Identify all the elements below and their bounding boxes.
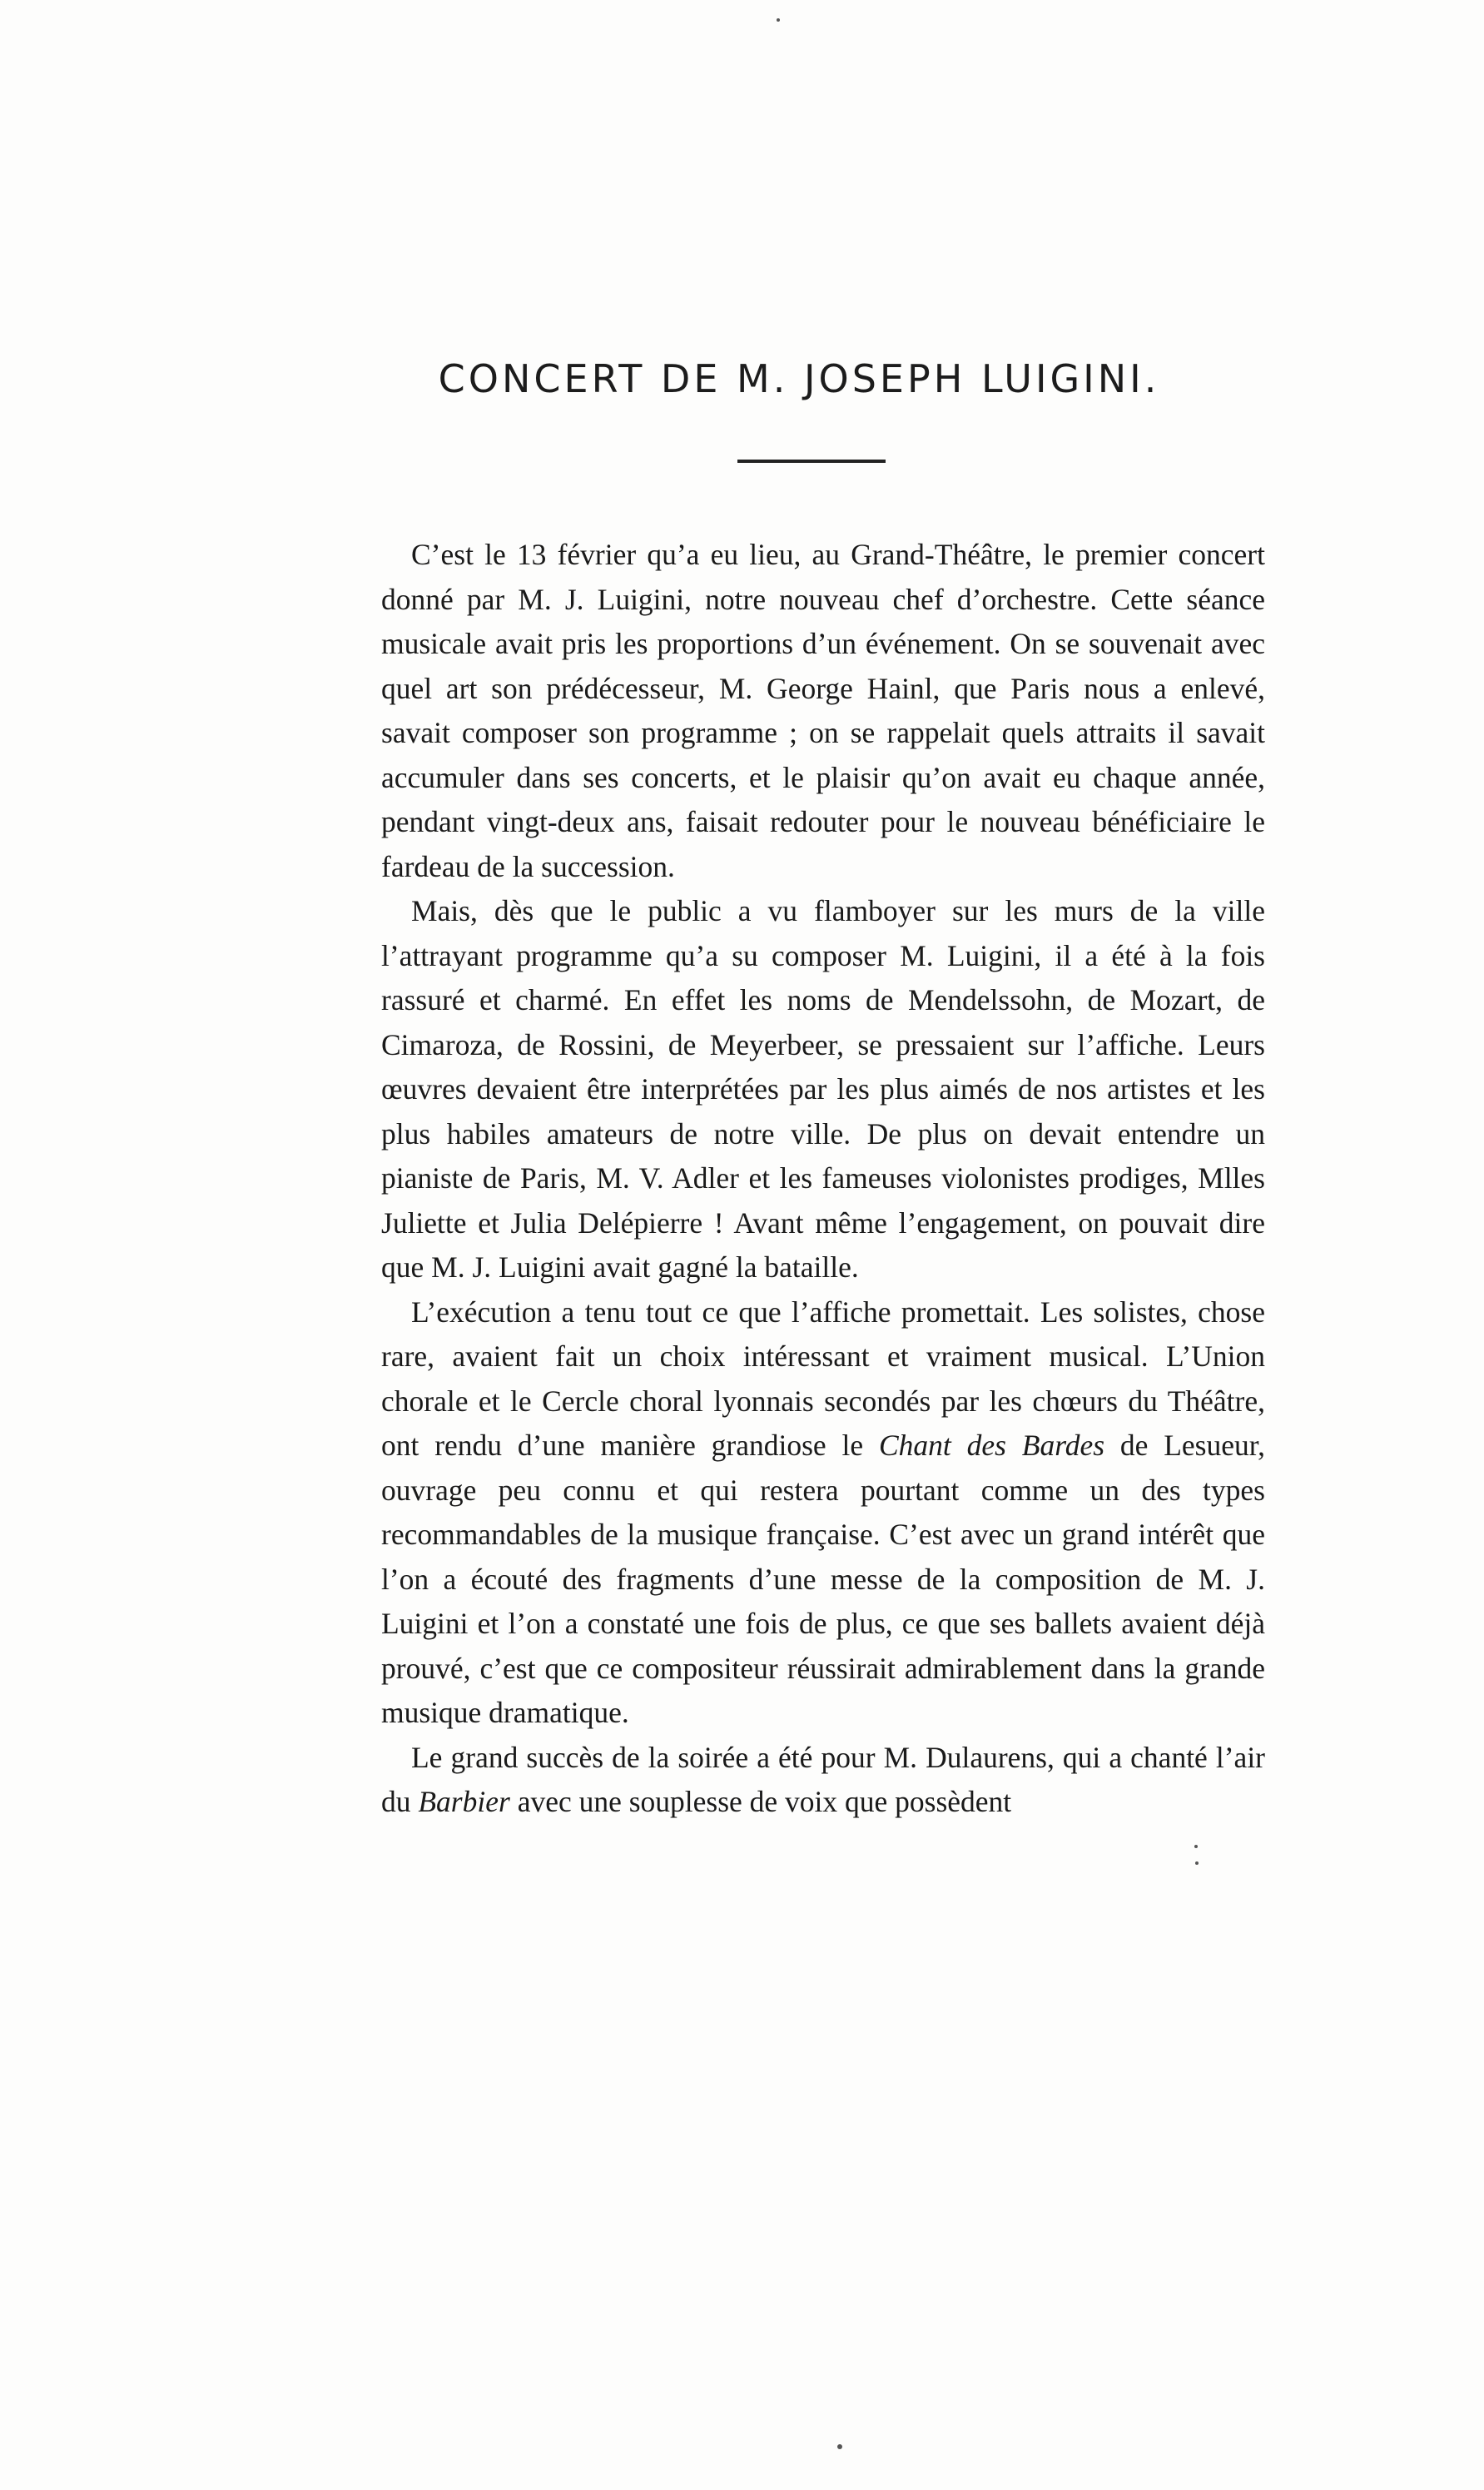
paragraph-4-text-a: Le grand succès de la soirée a été pour M. Dulaurens, qui a chanté l’air du — [381, 1740, 1265, 1818]
scan-speck — [777, 18, 780, 22]
paragraph-3-text-b: de Lesueur, ouvrage peu connu et qui restera pourtant comme un des types recommandables de la musique française. C’est avec un grand intérêt que l’on a écouté des fragments d’une messe de la composition de M. J. Luigini et l’on a constaté une fois de plus, ce que ses ballets avaient déjà prouvé, c’est que ce compositeur réussirait admirablement dans la grande musique dramatique. — [381, 1429, 1265, 1729]
title-divider — [737, 460, 886, 463]
paragraph-4-italic-title: Barbier — [418, 1785, 510, 1818]
paragraph-4 — [381, 1736, 1265, 1825]
scan-speck — [837, 2444, 842, 2449]
paragraph-3 — [381, 1290, 1265, 1736]
article-body — [381, 533, 1265, 1825]
page-title: CONCERT DE M. JOSEPH LUIGINI. — [438, 356, 1160, 401]
paragraph-1: C’est le 13 février qu’a eu lieu, au Grand-Théâtre, le premier concert donné par M. J. Luigini, notre nouveau chef d’orchestre. Cette séance musicale avait pris les proportions d’un événement. On se souvenait avec quel art son prédécesseur, M. George Hainl, que Paris nous a enlevé, savait composer son programme ; on se rappelait quels attraits il savait accumuler dans ses concerts, et le plaisir qu’on avait eu chaque année, pendant vingt-deux ans, faisait redouter pour le nouveau bénéficiaire le fardeau de la succession. — [381, 538, 1265, 883]
scan-speck — [1195, 1861, 1199, 1865]
paragraph-3-italic-title: Chant des Bardes — [878, 1429, 1105, 1462]
paragraph-4-text-b: avec une souplesse de voix que possèdent — [509, 1785, 1012, 1818]
paragraph-2: Mais, dès que le public a vu flamboyer sur les murs de la ville l’attrayant programme qu’a su composer M. Luigini, il a été à la fois rassuré et charmé. En effet les noms de Mendelssohn, de Mozart, de Cimaroza, de Rossini, de Meyerbeer, se pressaient sur l’affiche. Leurs œuvres devaient être interprétées par les plus aimés de nos artistes et les plus habiles amateurs de notre ville. De plus on devait entendre un pianiste de Paris, M. V. Adler et les fameuses violonistes prodiges, Mlles Juliette et Julia Delépierre ! Avant même l’engagement, on pouvait dire que M. J. Luigini avait gagné la bataille. — [381, 894, 1265, 1284]
scan-speck — [1194, 1845, 1198, 1848]
paragraph-3-text-a: L’exécution a tenu tout ce que l’affiche promettait. Les solistes, chose rare, avaient fait un choix intéressant et vraiment musical. L’Union chorale et le Cercle choral lyonnais secondés par les chœurs du Théâtre, ont rendu d’une manière grandiose le — [381, 1295, 1265, 1462]
